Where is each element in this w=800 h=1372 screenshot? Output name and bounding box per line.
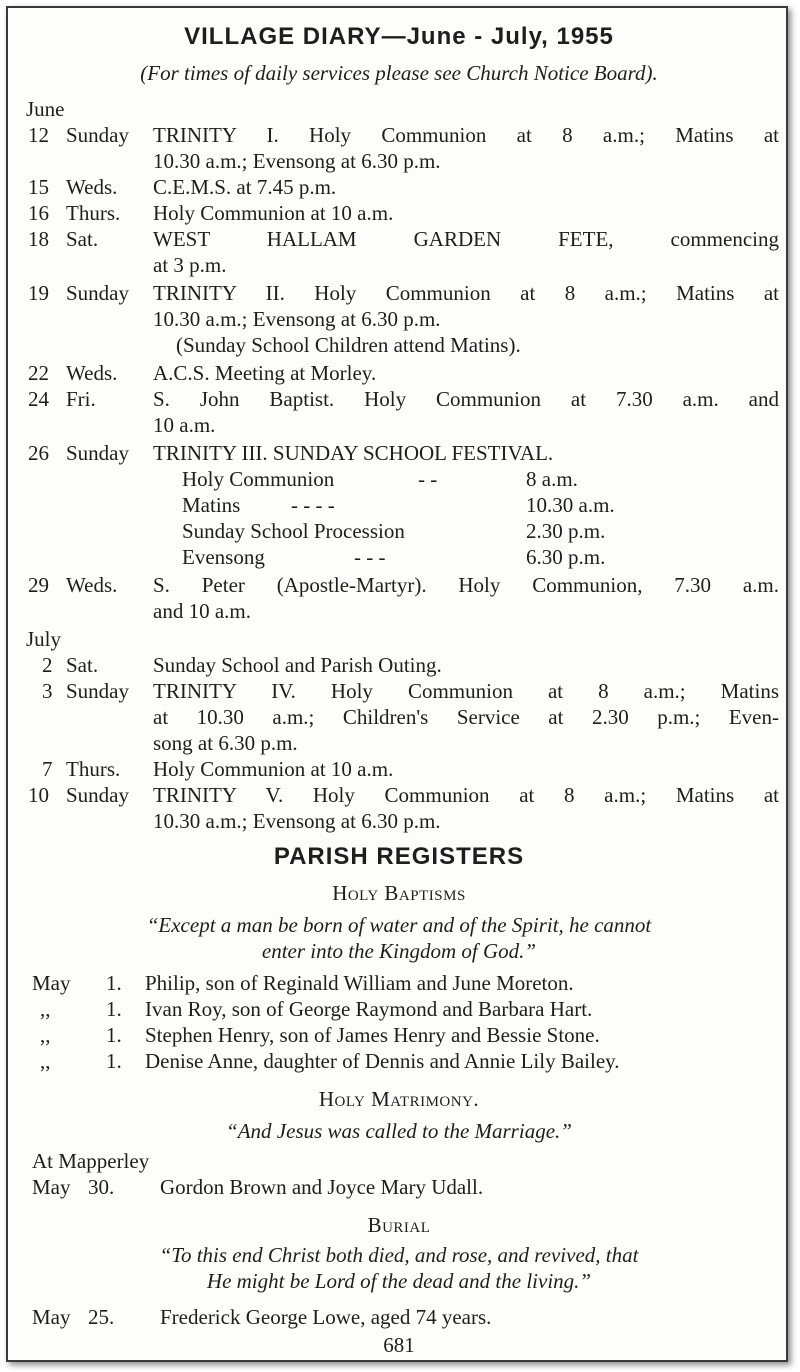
entry-day: 10 [28,783,49,807]
schedule-service: Matins [182,493,241,517]
entry-weekday: Weds. [66,361,118,385]
schedule-service: Holy Communion [182,467,335,491]
entry-weekday: Fri. [66,387,96,411]
entry-line: S. Peter (Apostle-Martyr). Holy Communion, 7.30 a.m. [153,573,779,597]
register-month: May [32,1175,71,1199]
entry-line: 10.30 a.m.; Evensong at 6.30 p.m. [153,149,441,173]
entry-line: Sunday School and Parish Outing. [153,653,442,677]
entry-line: TRINITY II. Holy Communion at 8 a.m.; Matins at [153,281,779,305]
entry-line: TRINITY IV. Holy Communion at 8 a.m.; Matins [153,679,779,703]
burial-quote-line: “To this end Christ both died, and rose, and revived, that [159,1243,639,1267]
entry-line: WEST HALLAM GARDEN FETE, commencing [153,227,779,251]
baptisms-heading: Holy Baptisms [332,881,466,905]
entry-line: TRINITY V. Holy Communion at 8 a.m.; Matins at [153,783,779,807]
entry-day: 7 [42,757,53,781]
matrimony-quote: “And Jesus was called to the Marriage.” [226,1119,572,1143]
entry-line: at 10.30 a.m.; Children's Service at 2.30 p.m.; Even- [153,705,779,729]
schedule-service: Sunday School Procession [182,519,405,543]
register-month: May [32,971,71,995]
diary-page [6,6,788,1362]
burial-heading: Burial [367,1213,431,1237]
entry-weekday: Sunday [66,281,129,305]
entry-weekday: Sunday [66,123,129,147]
schedule-time: 6.30 p.m. [526,545,606,569]
entry-day: 16 [28,201,49,225]
register-entry: Frederick George Lowe, aged 74 years. [160,1305,492,1329]
matrimony-heading: Holy Matrimony. [318,1087,480,1111]
schedule-time: 8 a.m. [526,467,578,491]
entry-line: C.E.M.S. at 7.45 p.m. [153,175,337,199]
register-entry: Denise Anne, daughter of Dennis and Annie Lily Bailey. [145,1049,620,1073]
register-day: 1. [106,1023,122,1047]
entry-line: Holy Communion at 10 a.m. [153,757,394,781]
register-day: 1. [106,971,122,995]
entry-line: S. John Baptist. Holy Communion at 7.30 a.m. and [153,387,779,411]
entry-line: (Sunday School Children attend Matins). [176,333,521,357]
baptisms-quote-line: enter into the Kingdom of God.” [261,939,537,963]
entry-line: Holy Communion at 10 a.m. [153,201,394,225]
registers-title: PARISH REGISTERS [273,843,525,870]
month-label-june: June [26,97,65,121]
entry-day: 26 [28,441,49,465]
entry-weekday: Thurs. [66,757,121,781]
register-entry: Philip, son of Reginald William and June Moreton. [145,971,574,995]
entry-day: 15 [28,175,49,199]
entry-line: A.C.S. Meeting at Morley. [153,361,377,385]
month-label-july: July [26,627,62,651]
entry-day: 24 [28,387,49,411]
entry-line: and 10 a.m. [153,599,251,623]
register-entry: Ivan Roy, son of George Raymond and Barbara Hart. [145,997,593,1021]
entry-weekday: Sunday [66,679,129,703]
burial-quote-line: He might be Lord of the dead and the living.” [206,1269,592,1293]
entry-weekday: Sunday [66,441,129,465]
baptisms-quote-line: “Except a man be born of water and of the Spirit, he cannot [146,913,652,937]
entry-line: 10.30 a.m.; Evensong at 6.30 p.m. [153,307,441,331]
register-day: 1. [106,1049,122,1073]
register-day: 1. [106,997,122,1021]
entry-line: song at 6.30 p.m. [153,731,298,755]
register-month: ,, [40,1023,51,1047]
entry-day: 2 [42,653,53,677]
entry-line: 10.30 a.m.; Evensong at 6.30 p.m. [153,809,441,833]
register-month: ,, [40,997,51,1021]
entry-day: 19 [28,281,49,305]
diary-title: VILLAGE DIARY—June - July, 1955 [184,23,614,50]
entry-line: 10 a.m. [153,413,216,437]
entry-day: 3 [42,679,53,703]
diary-subtitle: (For times of daily services please see Church Notice Board). [140,61,658,85]
register-entry: Stephen Henry, son of James Henry and Bessie Stone. [145,1023,600,1047]
register-day: 25. [88,1305,115,1329]
entry-line: at 3 p.m. [153,253,227,277]
entry-line: TRINITY I. Holy Communion at 8 a.m.; Matins at [153,123,779,147]
entry-weekday: Sunday [66,783,129,807]
schedule-dashes: - - - [354,545,386,569]
register-day: 30. [88,1175,115,1199]
schedule-service: Evensong [182,545,265,569]
entry-day: 22 [28,361,49,385]
entry-day: 18 [28,227,49,251]
schedule-time: 2.30 p.m. [526,519,606,543]
entry-weekday: Sat. [66,227,99,251]
entry-weekday: Sat. [66,653,99,677]
page-number: 681 [383,1333,415,1357]
schedule-dashes: - - [418,467,438,491]
register-month: ,, [40,1049,51,1073]
schedule-time: 10.30 a.m. [526,493,615,517]
entry-day: 12 [28,123,49,147]
entry-weekday: Weds. [66,175,118,199]
register-entry: Gordon Brown and Joyce Mary Udall. [160,1175,484,1199]
register-month: May [32,1305,71,1329]
entry-line: TRINITY III. SUNDAY SCHOOL FESTIVAL. [153,441,554,465]
entry-weekday: Thurs. [66,201,121,225]
entry-day: 29 [28,573,49,597]
entry-weekday: Weds. [66,573,118,597]
schedule-dashes: - - - - [291,493,335,517]
matrimony-place: At Mapperley [32,1149,150,1173]
